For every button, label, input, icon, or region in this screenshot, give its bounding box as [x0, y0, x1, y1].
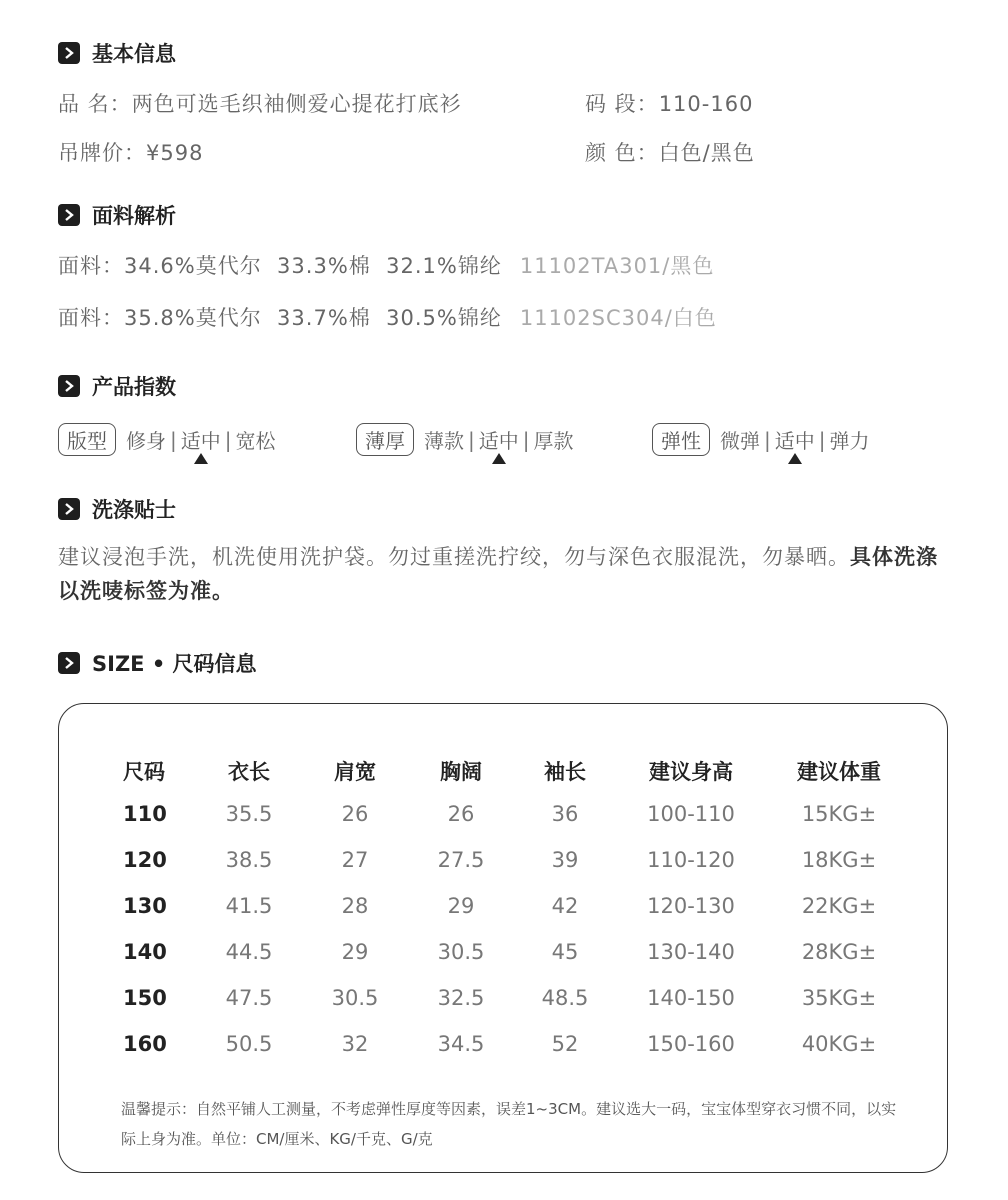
table-cell: 26	[447, 802, 475, 826]
fabric-code: 11102TA301/黑色	[519, 254, 715, 278]
chevron-right-icon	[58, 204, 80, 226]
index-elasticity: 弹性 微弹 | 适中 | 弹力	[652, 423, 870, 456]
table-row-size: 120	[123, 848, 167, 872]
size-note: 温馨提示：自然平铺人工测量，不考虑弹性厚度等因素，误差1~3CM。建议选大一码，宝宝体型穿衣习惯不同，以实际上身为准。单位：CM/厘米、KG/千克、G/克	[121, 1100, 897, 1148]
index-option: 弹力	[829, 429, 870, 453]
table-cell: 29	[447, 894, 475, 918]
fabric-row-1	[58, 250, 714, 280]
table-cell: 15KG±	[801, 802, 877, 826]
table-cell: 48.5	[541, 986, 589, 1010]
table-cell: 130-140	[647, 940, 735, 964]
table-cell: 30.5	[331, 986, 379, 1010]
table-header-cell: 建议身高	[649, 760, 733, 784]
table-cell: 32.5	[437, 986, 485, 1010]
table-cell: 30.5	[437, 940, 485, 964]
table-header-cell: 胸阔	[440, 760, 482, 784]
table-cell: 39	[551, 848, 579, 872]
triangle-up-icon	[492, 453, 506, 464]
table-cell: 22KG±	[801, 894, 877, 918]
section-title-care	[58, 494, 176, 524]
table-header-cell: 肩宽	[334, 760, 376, 784]
triangle-up-icon	[194, 453, 208, 464]
table-cell: 32	[341, 1032, 369, 1056]
section-title-text: SIZE • 尺码信息	[92, 652, 257, 676]
price-value: ¥598	[146, 141, 204, 165]
table-cell: 100-110	[647, 802, 735, 826]
index-option: 修身	[126, 429, 166, 453]
color-label: 颜 色：	[585, 141, 659, 165]
table-cell: 38.5	[225, 848, 273, 872]
table-header-cell: 袖长	[544, 760, 586, 784]
section-title-text: 洗涤贴士	[92, 498, 176, 522]
index-option: 宽松	[235, 429, 276, 453]
table-row-size: 110	[123, 802, 167, 826]
fabric-code: 11102SC304/白色	[519, 306, 717, 330]
index-thickness: 薄厚 薄款 | 适中 | 厚款	[356, 423, 574, 456]
index-option: 薄款	[424, 429, 464, 453]
table-cell: 27.5	[437, 848, 485, 872]
product-name-label: 品 名：	[58, 92, 132, 116]
table-cell: 28KG±	[801, 940, 877, 964]
table-row-size: 140	[123, 940, 167, 964]
care-bold-text: 具体洗涤以洗唛标签为准。	[58, 545, 938, 603]
table-cell: 29	[341, 940, 369, 964]
fabric-row-2	[58, 302, 717, 332]
chevron-right-icon	[58, 375, 80, 397]
index-option: 厚款	[533, 429, 574, 453]
index-label: 版型	[58, 423, 116, 456]
table-cell: 18KG±	[801, 848, 877, 872]
section-title-size	[58, 648, 257, 678]
table-cell: 52	[551, 1032, 579, 1056]
index-option-selected: 适中	[181, 425, 221, 454]
table-cell: 28	[341, 894, 369, 918]
size-table-box	[58, 703, 948, 1173]
section-title-text: 基本信息	[92, 42, 176, 66]
table-cell: 40KG±	[801, 1032, 877, 1056]
triangle-up-icon	[788, 453, 802, 464]
table-cell: 45	[551, 940, 579, 964]
table-header-cell: 尺码	[123, 760, 165, 784]
size-range-label: 码 段：	[585, 92, 659, 116]
table-cell: 50.5	[225, 1032, 273, 1056]
table-cell: 150-160	[647, 1032, 735, 1056]
table-header-cell: 衣长	[228, 760, 270, 784]
color-row	[585, 137, 755, 167]
section-title-index	[58, 371, 176, 401]
table-cell: 140-150	[647, 986, 735, 1010]
table-cell: 44.5	[225, 940, 273, 964]
price-row	[58, 137, 203, 167]
fabric-composition: 34.6%莫代尔 33.3%棉 32.1%锦纶	[124, 254, 502, 278]
table-cell: 41.5	[225, 894, 273, 918]
table-cell: 110-120	[647, 848, 735, 872]
section-title-fabric	[58, 200, 176, 230]
index-option-selected: 适中	[775, 425, 815, 454]
fabric-composition: 35.8%莫代尔 33.7%棉 30.5%锦纶	[124, 306, 502, 330]
chevron-right-icon	[58, 498, 80, 520]
size-range-row	[585, 88, 753, 118]
table-cell: 26	[341, 802, 369, 826]
table-cell: 42	[551, 894, 579, 918]
care-text: 建议浸泡手洗，机洗使用洗护袋。勿过重搓洗拧绞，勿与深色衣服混洗，勿暴晒。	[58, 545, 850, 569]
index-option-selected: 适中	[479, 425, 519, 454]
index-fit: 版型 修身 | 适中 | 宽松	[58, 423, 276, 456]
table-cell: 120-130	[647, 894, 735, 918]
fabric-label: 面料：	[58, 306, 124, 330]
index-label: 弹性	[652, 423, 710, 456]
size-range-value: 110-160	[658, 92, 754, 116]
section-title-text: 产品指数	[92, 375, 176, 399]
table-cell: 34.5	[437, 1032, 485, 1056]
care-instructions	[58, 540, 938, 608]
index-label: 薄厚	[356, 423, 414, 456]
chevron-right-icon	[58, 42, 80, 64]
table-cell: 27	[341, 848, 369, 872]
table-cell: 47.5	[225, 986, 273, 1010]
table-row-size: 130	[123, 894, 167, 918]
table-row-size: 150	[123, 986, 167, 1010]
index-option: 微弹	[720, 429, 760, 453]
table-row-size: 160	[123, 1032, 167, 1056]
product-name-value: 两色可选毛织袖侧爱心提花打底衫	[131, 92, 462, 116]
table-cell: 35KG±	[801, 986, 877, 1010]
chevron-right-icon	[58, 652, 80, 674]
section-title-text: 面料解析	[92, 204, 176, 228]
table-header-cell: 建议体重	[797, 760, 881, 784]
product-name-row	[58, 88, 462, 118]
color-value: 白色/黑色	[658, 141, 755, 165]
price-label: 吊牌价：	[58, 141, 146, 165]
section-title-basic	[58, 38, 176, 68]
table-cell: 35.5	[225, 802, 273, 826]
fabric-label: 面料：	[58, 254, 124, 278]
table-cell: 36	[551, 802, 579, 826]
